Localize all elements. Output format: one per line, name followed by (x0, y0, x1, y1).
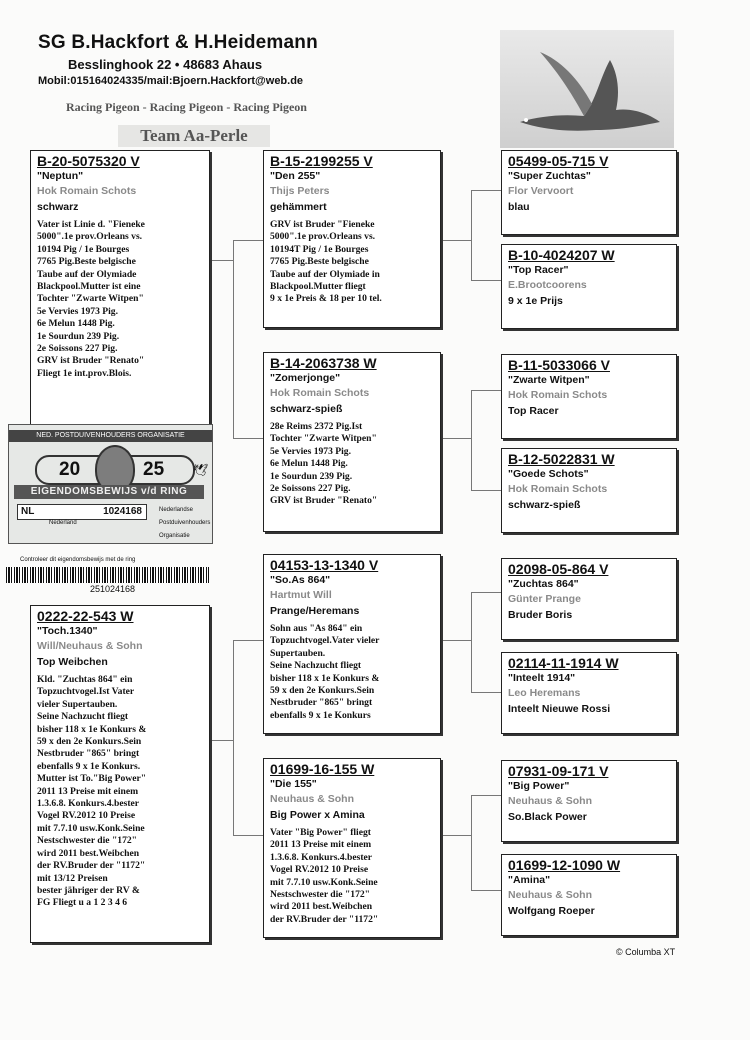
pigeon-description: GRV ist Bruder "Fieneke 5000".1e prov.Orleans vs. 10194T Pig / 1e Bourges 7765 Pig.Beste belgische Taube auf der Olymiade in Blackpool.Mutter fliegt 9 x 1e Preis & 18 per 10 tel. (270, 219, 382, 305)
card-country: NL (21, 506, 35, 517)
breeder: Hok Romain Schots (508, 483, 608, 495)
barcode-icon (6, 567, 209, 583)
pigeon-name: "Zomerjonge" (270, 372, 341, 384)
team-name: Team Aa-Perle (118, 125, 270, 147)
card-ring-field (17, 504, 147, 520)
ring-number: 0222-22-543 W (37, 608, 134, 624)
pigeon-name: "Amina" (508, 874, 551, 886)
pigeon-color: blau (508, 201, 530, 213)
pigeon-name: "Big Power" (508, 780, 570, 792)
grandmother-maternal-card (501, 448, 677, 533)
ring-number: B-14-2063738 W (270, 355, 377, 371)
dam-mother-card (263, 758, 441, 938)
father-pigeon-card (263, 150, 441, 328)
ring-number: B-12-5022831 W (508, 451, 615, 467)
card-year-left: 20 (59, 459, 81, 480)
pigeon-description: 28e Reims 2372 Pig.Ist Tochter "Zwarte Witpen" 5e Vervies 1973 Pig. 6e Melun 1448 Pig. 1e Sourdun 239 Pig. 2e Soissons 227 Pig. GRV ist Bruder "Renato" (270, 421, 378, 507)
dam-pigeon-card (30, 605, 210, 943)
pigeon-name: "So.As 864" (270, 574, 331, 586)
ring-number: 02098-05-864 V (508, 561, 609, 577)
owner-address: Besslinghook 22 • 48683 Ahaus (68, 57, 263, 72)
barcode-number: 251024168 (90, 584, 136, 594)
owner-contact: Mobil:015164024335/mail:Bjoern.Hackfort@web.de (38, 75, 304, 87)
ring-number: B-15-2199255 V (270, 153, 373, 169)
breeder: Flor Vervoort (508, 185, 574, 197)
pigeon-name: "Die 155" (270, 778, 317, 790)
pigeon-color: schwarz-spieß (270, 403, 343, 415)
ring-number: B-11-5033066 V (508, 357, 610, 373)
breeder: Hartmut Will (270, 589, 332, 601)
pigeon-color: Wolfgang Roeper (508, 905, 595, 917)
card-side-3: Organisatie (159, 533, 190, 539)
breeder: Neuhaus & Sohn (270, 793, 355, 805)
pigeon-color: Bruder Boris (508, 609, 573, 621)
pigeon-name: "Goede Schots" (508, 468, 589, 480)
breeder: Will/Neuhaus & Sohn (37, 640, 143, 652)
breeder: Hok Romain Schots (270, 387, 370, 399)
pigeon-name: "Neptun" (37, 170, 84, 182)
copyright: © Columba XT (616, 947, 676, 957)
dam-grandfather-maternal-card (501, 760, 677, 842)
ring-number: B-20-5075320 V (37, 153, 140, 169)
breeder: Günter Prange (508, 593, 581, 605)
owner-title: SG B.Hackfort & H.Heidemann (38, 32, 318, 53)
dam-grandfather-paternal-card (501, 558, 677, 640)
breeder: Hok Romain Schots (508, 389, 608, 401)
card-country-label: Nederland (49, 520, 77, 526)
pigeon-description: Sohn aus "As 864" ein Topzuchtvogel.Vater vieler Supertauben. Seine Nachzucht fliegt bisher 118 x 1e Konkurs & 59 x den 2e Konkurs.Sein Nestbruder "865" bringt ebenfalls 9 x 1e Konkurs (270, 623, 380, 721)
tagline: Racing Pigeon - Racing Pigeon - Racing Pigeon (66, 100, 307, 114)
dam-father-card (263, 554, 441, 734)
breeder: E.Brootcoorens (508, 279, 587, 291)
dam-grandmother-paternal-card (501, 652, 677, 734)
breeder: Leo Heremans (508, 687, 581, 699)
ring-number: 02114-11-1914 W (508, 655, 619, 671)
card-year-right: 25 (143, 459, 165, 480)
card-title: EIGENDOMSBEWIJS v/d RING (14, 485, 204, 499)
mother-pigeon-card (263, 352, 441, 532)
dam-grandmother-maternal-card (501, 854, 677, 936)
ring-number: 01699-16-155 W (270, 761, 375, 777)
pigeon-color: So.Black Power (508, 811, 587, 823)
pigeon-color: Inteelt Nieuwe Rossi (508, 703, 611, 715)
pigeon-color: schwarz (37, 201, 79, 213)
breeder: Hok Romain Schots (37, 185, 137, 197)
pigeon-name: "Zwarte Witpen" (508, 374, 590, 386)
ring-number: 01699-12-1090 W (508, 857, 621, 873)
pigeon-color: Top Racer (508, 405, 559, 417)
pigeon-name: "Toch.1340" (37, 625, 98, 637)
ring-number: 04153-13-1340 V (270, 557, 379, 573)
card-organisation: NED. POSTDUIVENHOUDERS ORGANISATIE (9, 430, 212, 442)
card-side-1: Nederlandse (159, 507, 194, 513)
pigeon-description: Vater "Big Power" fliegt 2011 13 Preise mit einem 1.3.6.8. Konkurs.4.bester Vogel RV.2012 10 Preise mit 7.7.10 usw.Konk.Seine Nestschwester die "172" wird 2011 best.Weibchen der RV.Bruder der "1172" (270, 827, 379, 925)
ring-number: 05499-05-715 V (508, 153, 609, 169)
pigeon-color: Prange/Heremans (270, 605, 360, 617)
pigeon-color: Top Weibchen (37, 656, 108, 668)
subject-pigeon-card (30, 150, 210, 426)
grandmother-paternal-card (501, 244, 677, 329)
pigeon-color: gehämmert (270, 201, 327, 213)
breeder: Neuhaus & Sohn (508, 889, 593, 901)
pigeon-color: Big Power x Amina (270, 809, 365, 821)
card-side-2: Postduivenhouders (159, 520, 211, 526)
grandfather-paternal-card (501, 150, 677, 235)
pigeon-name: "Inteelt 1914" (508, 672, 576, 684)
card-note: Controleer dit eigendomsbewijs met de ring (20, 557, 136, 563)
pigeon-name: "Zuchtas 864" (508, 578, 579, 590)
breeder: Thijs Peters (270, 185, 330, 197)
breeder: Neuhaus & Sohn (508, 795, 593, 807)
card-ring-number: 1024168 (103, 506, 142, 517)
pigeon-description: Kld. "Zuchtas 864" ein Topzuchtvogel.Ist Vater vieler Supertauben. Seine Nachzucht fliegt bisher 118 x 1e Konkurs & 59 x den 2e Konkurs.Sein Nestbruder "865" bringt ebenfalls 9 x 1e Konkurs. Mutter ist To."Big Power" 2011 13 Preise mit einem 1.3.6.8. Konkurs.4.bester Vogel RV.2012 10 Preise mit 7.7.10 usw.Konk.Seine Nestschwester die "172" wird 2011 best.Weibchen der RV.Bruder der "1172" mit 13/12 Preisen bester jähriger der RV & FG Fliegt u a 1 2 3 4 6 (37, 674, 147, 909)
ring-number: 07931-09-171 V (508, 763, 609, 779)
pigeon-name: "Top Racer" (508, 264, 569, 276)
pigeon-name: "Super Zuchtas" (508, 170, 591, 182)
grandfather-maternal-card (501, 354, 677, 439)
pigeon-description: Vater ist Linie d. "Fieneke 5000".1e prov.Orleans vs. 10194 Pig / 1e Bourges 7765 Pig.Beste belgische Taube auf der Olymiade Blackpool.Mutter ist eine Tochter "Zwarte Witpen" 5e Vervies 1973 Pig. 6e Melun 1448 Pig. 1e Sourdun 239 Pig. 2e Soissons 227 Pig. GRV ist Bruder "Renato" Fliegt 1e int.prov.Blois. (37, 219, 145, 379)
pigeon-color: schwarz-spieß (508, 499, 581, 511)
ring-number: B-10-4024207 W (508, 247, 615, 263)
ring-ownership-card (8, 424, 213, 544)
pigeon-name: "Den 255" (270, 170, 321, 182)
pigeon-color: 9 x 1e Prijs (508, 295, 563, 307)
dove-icon: 🕊 (193, 463, 209, 477)
pigeon-photo-icon (500, 30, 674, 148)
